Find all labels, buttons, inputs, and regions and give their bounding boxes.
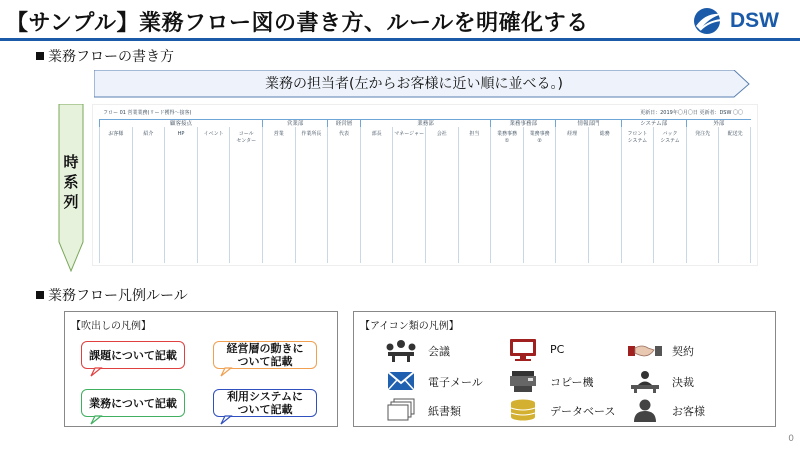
sheet-column-header: 業務事務 ①	[490, 127, 523, 263]
sheet-title: フロー 01 営業業務(リード獲得〜接客)	[103, 110, 192, 116]
sheet-group-header: 業務事務部	[490, 120, 555, 128]
section-heading-flow-howto	[36, 46, 174, 66]
sheet-group-header: 営業部	[262, 120, 327, 128]
bubble-management	[213, 341, 317, 369]
responsibility-arrow	[94, 70, 750, 98]
bubble-label: 経営層の動きに ついて記載	[226, 342, 304, 368]
sheet-group-header: 情報部門	[555, 120, 620, 128]
sheet-group-header: システム部	[621, 120, 686, 128]
page-title: 【サンプル】業務フロー図の書き方、ルールを明確化する	[6, 11, 589, 36]
bubble-label: 業務について記載	[89, 396, 177, 410]
legend-item-label: 決裁	[672, 376, 694, 389]
icon-legend-heading: 【アイコン類の凡例】	[360, 321, 459, 332]
legend-item-label: 紙書類	[428, 405, 461, 418]
paper-docs-icon	[384, 398, 418, 422]
legend-item-email	[384, 369, 514, 393]
legend-item-paper	[384, 398, 514, 422]
sheet-column-header: マネージャー	[392, 127, 425, 263]
legend-item-approval	[628, 369, 758, 393]
legend-item-label: 契約	[672, 345, 694, 358]
sheet-column-header: フロント システム	[621, 127, 654, 263]
meeting-icon	[384, 338, 418, 362]
section-heading-legend	[36, 285, 188, 305]
logo-mark-icon	[690, 6, 730, 36]
bubble-label: 課題について記載	[89, 348, 177, 362]
contract-icon	[628, 338, 662, 362]
time-series-arrow	[58, 104, 84, 272]
email-icon	[384, 369, 418, 393]
legend-item-customer	[628, 398, 758, 422]
customer-icon	[628, 398, 662, 422]
legend-item-copier	[506, 369, 636, 393]
legend-item-pc	[506, 338, 636, 362]
legend-item-label: お客様	[672, 405, 705, 418]
sheet-group-header: 業務部	[360, 120, 490, 128]
sheet-meta: 更新日：2019年〇月〇日 更新者：DSW 〇〇	[640, 110, 743, 116]
title-underline	[0, 38, 800, 41]
bubble-legend-panel	[64, 311, 338, 427]
sheet-column-header: 作業所長	[295, 127, 328, 263]
sheet-column-header: イベント	[197, 127, 230, 263]
section-heading-text: 業務フロー凡例ルール	[48, 288, 188, 304]
sheet-column-header: 担当	[458, 127, 491, 263]
bubble-legend-heading: 【吹出しの凡例】	[71, 321, 151, 332]
legend-item-label: データベース	[550, 405, 616, 418]
sheet-column-header: 総務	[588, 127, 621, 263]
sheet-column-header: 紹介	[132, 127, 165, 263]
time-char: 系	[63, 173, 79, 191]
sheet-column-header: HP	[164, 127, 197, 263]
sheet-grid	[99, 119, 751, 263]
flow-sheet-preview	[92, 104, 758, 266]
square-bullet-icon	[36, 52, 44, 60]
sheet-column-header: コール センター	[229, 127, 262, 263]
legend-item-contract	[628, 338, 758, 362]
legend-item-label: 電子メール	[428, 376, 483, 389]
sheet-column-header: 発注先	[686, 127, 719, 263]
pc-icon	[506, 338, 540, 362]
sheet-group-header: 経営層	[327, 120, 360, 128]
sheet-column-header: 業務事務 ②	[523, 127, 556, 263]
legend-item-label: 会議	[428, 345, 450, 358]
time-char: 時	[63, 153, 79, 171]
page-number: 0	[788, 434, 794, 444]
section-heading-text: 業務フローの書き方	[48, 49, 174, 65]
sheet-group-header: 顧客接点	[99, 120, 262, 128]
sheet-column-header: お客様	[99, 127, 132, 263]
sheet-column-header: 配送先	[718, 127, 751, 263]
copier-icon	[506, 369, 540, 393]
approval-icon	[628, 369, 662, 393]
sheet-right-border	[750, 127, 751, 263]
legend-item-database	[506, 398, 636, 422]
dsw-logo	[690, 6, 794, 36]
logo-text: DSW	[730, 9, 779, 32]
bubble-label: 利用システムに ついて記載	[227, 390, 303, 416]
square-bullet-icon	[36, 291, 44, 299]
sheet-column-header: 部長	[360, 127, 393, 263]
time-char: 列	[63, 193, 79, 211]
responsibility-arrow-label: 業務の担当者(左からお客様に近い順に並べる。)	[265, 76, 563, 92]
icon-legend-panel	[353, 311, 776, 427]
legend-item-meeting	[384, 338, 514, 362]
bubble-issue	[81, 341, 185, 369]
legend-item-label: コピー機	[550, 376, 594, 389]
database-icon	[506, 398, 540, 422]
legend-item-label: PC	[550, 343, 565, 356]
sheet-column-header: 会社	[425, 127, 458, 263]
time-series-label	[58, 152, 84, 212]
bubble-business	[81, 389, 185, 417]
sheet-column-header: 営業	[262, 127, 295, 263]
bubble-system	[213, 389, 317, 417]
sheet-column-header: バック システム	[653, 127, 686, 263]
sheet-group-header: 外部	[686, 120, 751, 128]
sheet-column-header: 代表	[327, 127, 360, 263]
sheet-column-header: 経理	[555, 127, 588, 263]
